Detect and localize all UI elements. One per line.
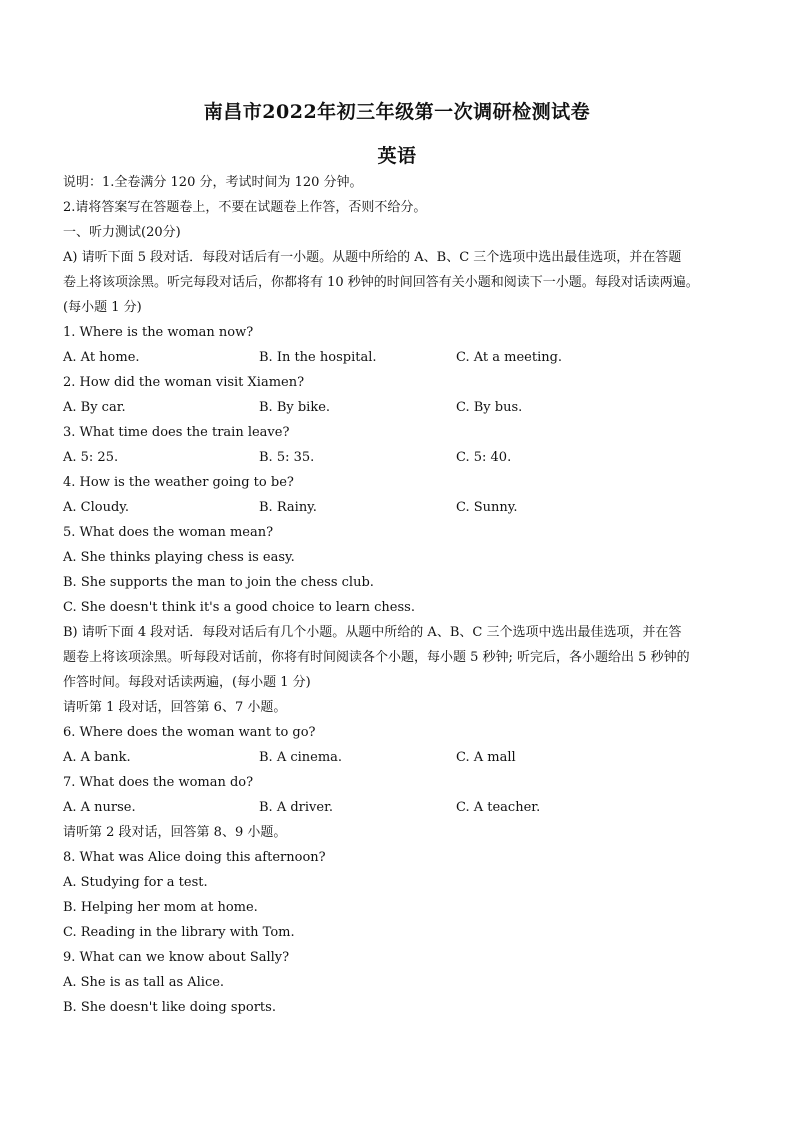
question-5-stem: 5. What does the woman mean? [63,525,274,540]
question-7-option-a: A. A nurse. [63,800,136,815]
question-6-stem: 6. Where does the woman want to go? [63,725,316,740]
question-8-option-a: A. Studying for a test. [63,875,208,890]
part-a-directions-2: 卷上将该项涂黑。听完每段对话后，你都将有 10 秒钟的时间回答有关小题和阅读下一小题。每段对话读两遍。 [63,275,699,290]
question-1-option-a: A. At home. [63,350,140,365]
section-heading: 一、听力测试(20分) [63,225,181,240]
question-9-option-a: A. She is as tall as Alice. [63,975,225,990]
question-7-stem: 7. What does the woman do? [63,775,254,790]
question-5-option-c: C. She doesn't think it's a good choice to learn chess. [63,600,415,615]
part-b-directions-1: B) 请听下面 4 段对话．每段对话后有几个小题。从题中所给的 A、B、C 三个选项中选出最佳选项，并在答 [63,625,682,640]
question-6-option-a: A. A bank. [63,750,131,765]
part-a-directions-3: (每小题 1 分) [63,300,142,315]
subject-title: 英语 [377,145,417,167]
question-3-option-b: B. 5: 35. [259,450,315,465]
question-8-option-b: B. Helping her mom at home. [63,900,258,915]
question-1-stem: 1. Where is the woman now? [63,325,254,340]
question-4-option-c: C. Sunny. [456,500,518,515]
question-4-option-a: A. Cloudy. [63,500,130,515]
instruction-line-2: 2.请将答案写在答题卷上，不要在试题卷上作答，否则不给分。 [63,200,427,215]
question-1-option-c: C. At a meeting. [456,350,563,365]
question-2-option-b: B. By bike. [259,400,331,415]
part-b-directions-3: 作答时间。每段对话读两遍，(每小题 1 分) [63,675,311,690]
question-7-option-b: B. A driver. [259,800,333,815]
question-3-option-a: A. 5: 25. [63,450,119,465]
question-3-option-c: C. 5: 40. [456,450,512,465]
question-2-option-a: A. By car. [63,400,126,415]
question-9-stem: 9. What can we know about Sally? [63,950,290,965]
question-5-option-b: B. She supports the man to join the chess club. [63,575,374,590]
question-4-option-b: B. Rainy. [259,500,317,515]
question-7-option-c: C. A teacher. [456,800,541,815]
question-6-option-c: C. A mall [456,750,516,765]
question-6-option-b: B. A cinema. [259,750,343,765]
question-2-stem: 2. How did the woman visit Xiamen? [63,375,305,390]
question-8-option-c: C. Reading in the library with Tom. [63,925,295,940]
instruction-line-1: 说明：1.全卷满分 120 分，考试时间为 120 分钟。 [63,175,363,190]
question-8-stem: 8. What was Alice doing this afternoon? [63,850,326,865]
question-3-stem: 3. What time does the train leave? [63,425,290,440]
part-a-directions-1: A) 请听下面 5 段对话．每段对话后有一小题。从题中所给的 A、B、C 三个选项中选出最佳选项，并在答题 [63,250,682,265]
question-9-option-b: B. She doesn't like doing sports. [63,1000,276,1015]
question-1-option-b: B. In the hospital. [259,350,377,365]
question-4-stem: 4. How is the weather going to be? [63,475,294,490]
dialogue-2-intro: 请听第 2 段对话，回答第 8、9 小题。 [63,825,287,840]
part-b-directions-2: 题卷上将该项涂黑。听每段对话前，你将有时间阅读各个小题，每小题 5 秒钟; 听完后，各小题给出 5 秒钟的 [63,650,690,665]
question-5-option-a: A. She thinks playing chess is easy. [63,550,295,565]
exam-title: 南昌市2022年初三年级第一次调研检测试卷 [203,101,591,123]
dialogue-1-intro: 请听第 1 段对话，回答第 6、7 小题。 [63,700,287,715]
question-2-option-c: C. By bus. [456,400,523,415]
